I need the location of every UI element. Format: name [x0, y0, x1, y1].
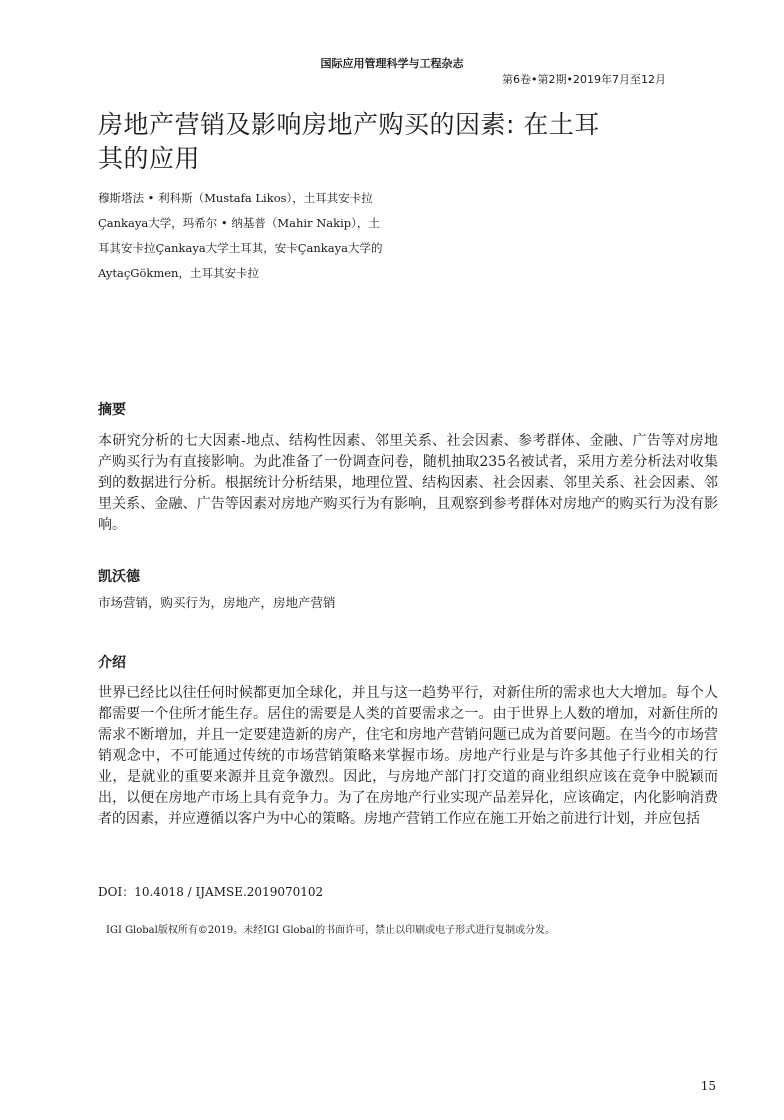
journal-name: 国际应用管理科学与工程杂志	[320, 57, 464, 70]
article-title: 房地产营销及影响房地产购买的因素: 在土耳其的应用	[98, 110, 600, 173]
introduction-text: 世界已经比以往任何时候都更加全球化，并且与这一趋势平行，对新住所的需求也大大增加。每个人都需要一个住所才能生存。居住的需要是人类的首要需求之一。由于世界上人数的增加，对新住所的需求不断增加，并且一定要建造新的房产，住宅和房地产营销问题已成为首要问题。在当今的市场营销观念中，不可能通过传统的市场营销策略来掌握市场。房地产行业是与许多其他子行业相关的行业，是就业的重要来源并且竞争激烈。因此，与房地产部门打交道的商业组织应该在竞争中脱颖而出，以便在房地产市场上具有竞争力。为了在房地产行业实现产品差异化，应该确定，内化影响消费者的因素，并应遵循以客户为中心的策略。房地产营销工作应在施工开始之前进行计划，并应包括	[98, 685, 718, 827]
keywords-text: 市场营销，购买行为，房地产，房地产营销	[98, 595, 336, 610]
introduction-heading: 介绍	[98, 655, 126, 671]
doi: DOI：10.4018 / IJAMSE.2019070102	[98, 885, 324, 899]
keywords-heading: 凯沃德	[98, 569, 140, 585]
author-affiliations: 穆斯塔法 • 利科斯（Mustafa Likos），土耳其安卡拉Çankaya大学，玛希尔 • 纳基普（Mahir Nakip），土耳其安卡拉Çankaya大学土耳其，安卡Çankaya大学的AytaçGökmen，土耳其安卡拉	[98, 191, 383, 280]
page-number: 15	[700, 1079, 716, 1093]
abstract-heading: 摘要	[98, 402, 126, 418]
abstract-text: 本研究分析的七大因素-地点、结构性因素、邻里关系、社会因素、参考群体、金融、广告等对房地产购买行为有直接影响。为此准备了一份调查问卷，随机抽取235名被试者，采用方差分析法对收集到的数据进行分析。根据统计分析结果，地理位置、结构因素、社会因素、邻里关系、社会因素、邻里关系、金融、广告等因素对房地产购买行为有影响，且观察到参考群体对房地产的购买行为没有影响。	[98, 433, 718, 533]
issue-info: 第6卷•第2期•2019年7月至12月	[502, 73, 666, 86]
copyright-notice: IGI Global版权所有©2019。未经IGI Global的书面许可，禁止以印刷或电子形式进行复制或分发。	[106, 925, 556, 936]
